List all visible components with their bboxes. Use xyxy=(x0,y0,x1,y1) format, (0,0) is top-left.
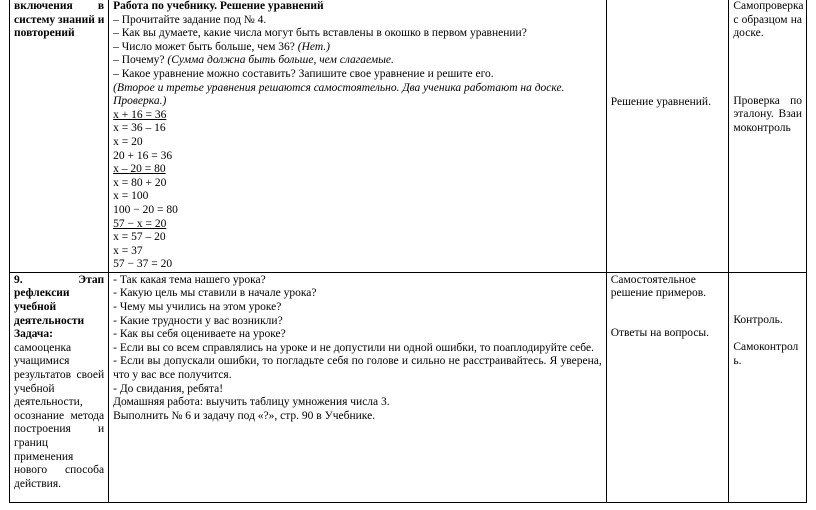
equation: х + 16 = 36 xyxy=(113,108,167,121)
stage-line: систему знаний и xyxy=(14,13,105,26)
teacher-cell xyxy=(109,272,607,502)
homework-line: Выполнить № 6 и задачу под «?», стр. 90 в Учебнике. xyxy=(113,409,376,422)
text-line: – Как вы думаете, какие числа могут быть вставлены в окошко в первом уравнении? xyxy=(113,27,527,40)
stage-name: рефлексии учебной деятельности xyxy=(14,287,85,327)
answer: (Сумма должна быть больше, чем слагаемые. xyxy=(167,54,394,67)
equation: х = 80 + 20 xyxy=(113,176,167,189)
text-line: - Какую цель мы ставили в начале урока? xyxy=(113,287,317,300)
stage-number: 9. xyxy=(14,273,23,286)
student-activity: Самостоятельное решение примеров. xyxy=(610,273,707,300)
control-text: Самопроверка с образцом на доске. xyxy=(733,0,804,40)
note: (Второе и третье уравнения решаются самостоятельно. Два ученика работают на доске. Проверка.) xyxy=(113,81,565,108)
equation: 57 − х = 20 xyxy=(113,217,167,230)
teacher-cell xyxy=(109,0,607,272)
equation: х = 100 xyxy=(113,190,149,203)
control-text: Самоконтроль. xyxy=(733,341,799,368)
equation: 20 + 16 = 36 xyxy=(113,149,173,162)
control-text: Проверка по эталону. Взаимоконтроль xyxy=(733,94,802,134)
student-cell xyxy=(606,272,729,502)
equation: 100 − 20 = 80 xyxy=(113,203,178,216)
section-title: Работа по учебнику. Решение уравнений xyxy=(113,0,324,12)
question: – Число может быть больше, чем 36? xyxy=(113,40,295,53)
task-label: Задача: xyxy=(14,328,53,341)
stage-cell xyxy=(10,272,109,502)
homework-line: Домашняя работа: выучить таблицу умножения числа 3. xyxy=(113,396,390,409)
control-cell xyxy=(729,272,807,502)
stage-word: Этап xyxy=(78,273,105,286)
equation: х = 20 xyxy=(113,135,143,148)
text-line xyxy=(113,41,602,55)
text-line: - Как вы себя оцениваете на уроке? xyxy=(113,328,286,341)
text-line: – Какое уравнение можно составить? Запишите свое уравнение и решите его. xyxy=(113,67,494,80)
student-activity: Решение уравнений. xyxy=(610,96,711,108)
text-line: - Так какая тема нашего урока? xyxy=(113,273,266,286)
text-line xyxy=(113,54,602,68)
answer: (Нет.) xyxy=(297,40,331,53)
stage-cell xyxy=(10,0,109,272)
text-line: - Чему мы учились на этом уроке? xyxy=(113,301,282,314)
text-line: - До свидания, ребята! xyxy=(113,382,224,395)
equation: х = 57 – 20 xyxy=(113,231,166,244)
text-line: - Какие трудности у вас возникли? xyxy=(113,314,283,327)
equation: х = 36 – 16 xyxy=(113,122,166,135)
table-row xyxy=(10,272,807,502)
control-cell xyxy=(729,0,807,272)
text-line: – Прочитайте задание под № 4. xyxy=(113,13,267,26)
table-row xyxy=(10,0,807,272)
text-line: - Если вы со всем справлялись на уроке и не допустили ни одной ошибки, то поаплодируйте себе. xyxy=(113,341,594,354)
equation: х = 37 xyxy=(113,244,143,257)
question: – Почему? xyxy=(113,54,165,67)
student-cell xyxy=(606,0,729,272)
equation: х – 20 = 80 xyxy=(113,163,166,176)
student-activity: Ответы на вопросы. xyxy=(610,327,710,340)
text-line: - Если вы допускали ошибки, то погладьте себя по голове и сильно не расстраивайтесь. Я уверена, что у вас все получится. xyxy=(113,355,602,382)
task-text: самооценка учащимися результатов своей учебной деятельности, осознание метода построения и границ применения нового способа действия. xyxy=(14,341,105,490)
control-text: Контроль. xyxy=(733,313,783,326)
stage-line: повторений xyxy=(14,27,75,40)
lesson-table xyxy=(9,0,807,503)
stage-heading xyxy=(14,274,104,288)
stage-line: включения в xyxy=(14,0,105,12)
equation: 57 − 37 = 20 xyxy=(113,258,173,271)
